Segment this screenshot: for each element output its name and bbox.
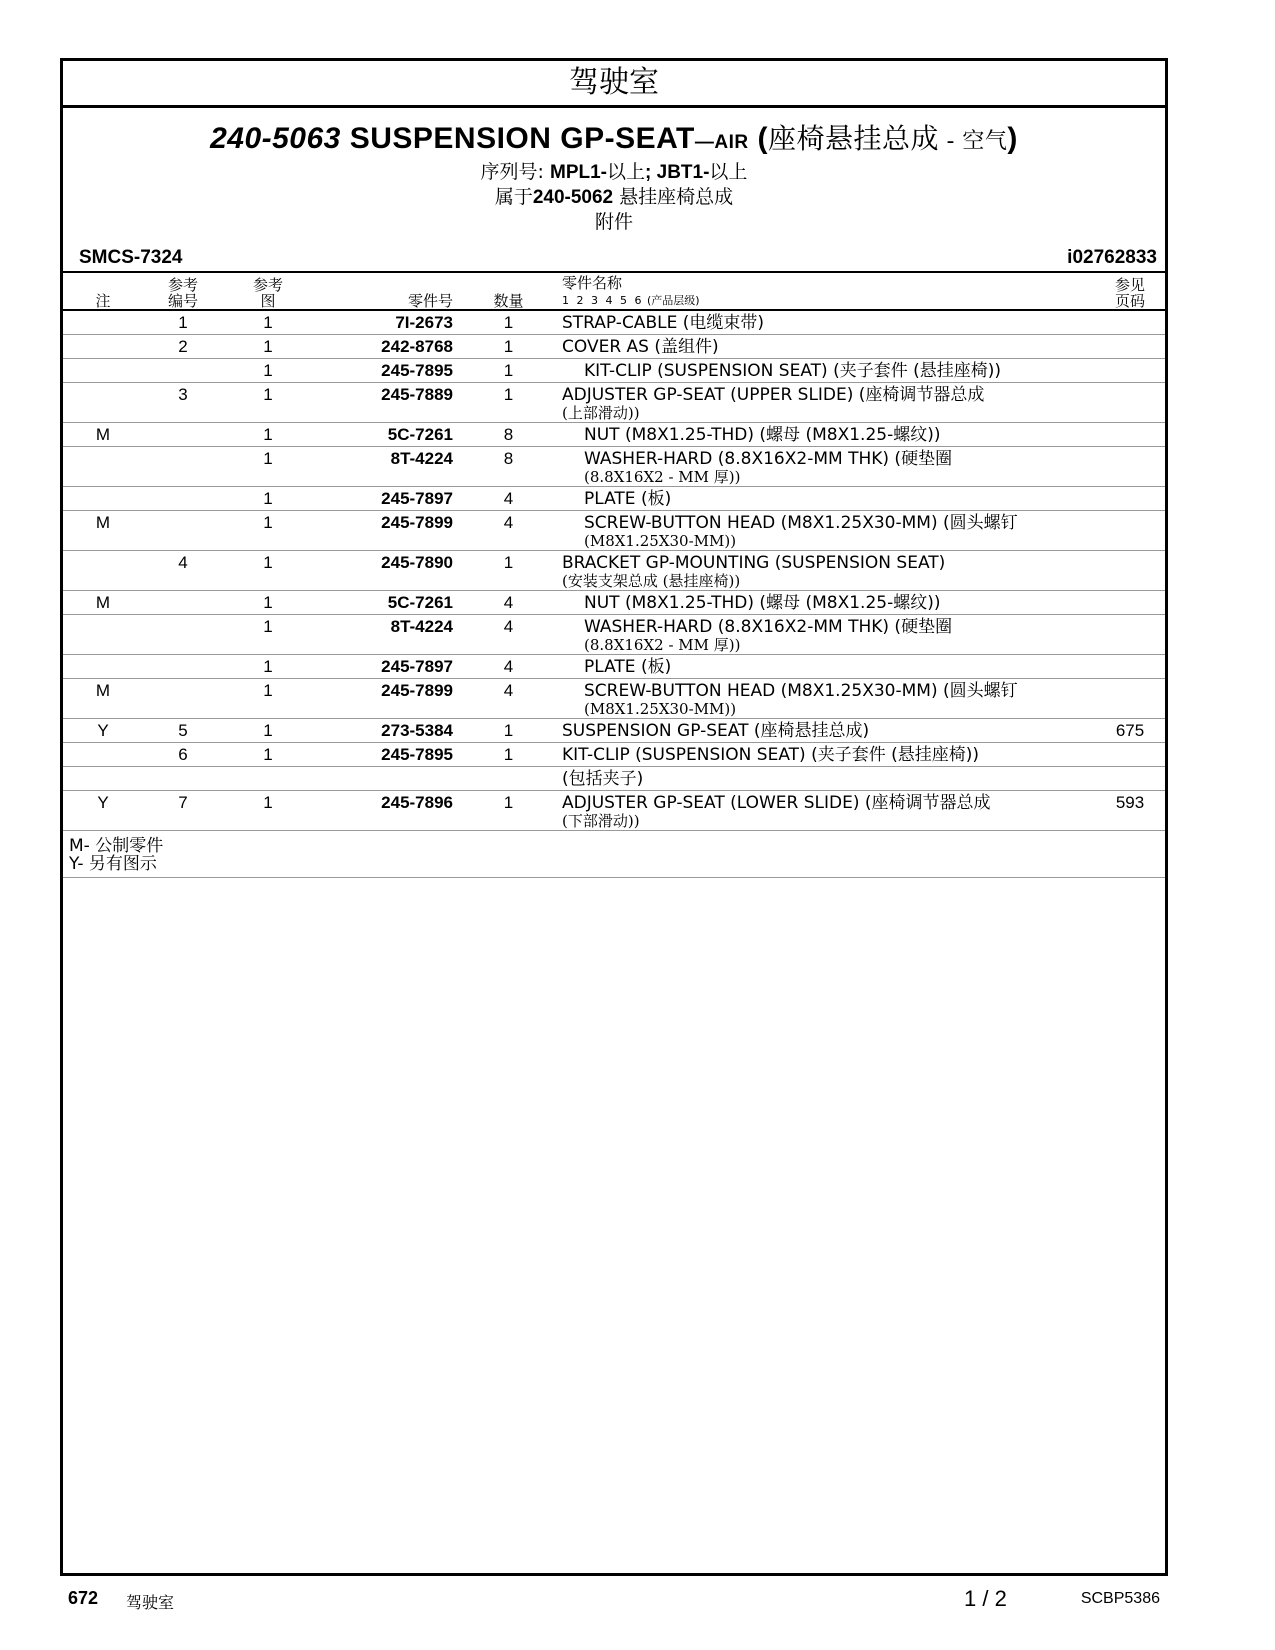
- cell-see-page: [1095, 551, 1165, 591]
- cell-part-name: [556, 487, 1095, 511]
- assembly-title: [63, 122, 1165, 160]
- cell-part-number: 245-7897: [313, 655, 461, 679]
- table-row: [63, 447, 1165, 487]
- cell-see-page: [1095, 383, 1165, 423]
- part-name: BRACKET GP-MOUNTING (SUSPENSION SEAT): [562, 553, 946, 573]
- cell-part-number: 245-7889: [313, 383, 461, 423]
- cell-ref-no: 7: [143, 791, 223, 831]
- part-name-continuation: (安装支架总成 (悬挂座椅)): [562, 572, 741, 590]
- part-name: WASHER-HARD (8.8X16X2-MM THK) (硬垫圈: [584, 617, 953, 637]
- cell-note: [63, 359, 143, 383]
- cell-fig: 1: [223, 310, 313, 335]
- part-name: STRAP-CABLE (电缆束带): [562, 313, 764, 333]
- parts-table-body: [63, 310, 1165, 831]
- cell-note: Y: [63, 719, 143, 743]
- smcs-code: SMCS-7324: [79, 247, 183, 268]
- table-row: [63, 719, 1165, 743]
- cell-part-number: 245-7895: [313, 359, 461, 383]
- cell-fig: 1: [223, 791, 313, 831]
- footer-section: 驾驶室: [126, 1593, 175, 1612]
- cell-fig: 1: [223, 335, 313, 359]
- table-row: [63, 791, 1165, 831]
- cell-part-number: 245-7899: [313, 511, 461, 551]
- cell-note: [63, 310, 143, 335]
- belongs-name: 悬挂座椅总成: [613, 186, 734, 208]
- col-fig: 参考 图: [223, 272, 313, 310]
- serial-a: MPL1-: [550, 162, 607, 183]
- cell-note: [63, 335, 143, 359]
- cell-part-number: 245-7896: [313, 791, 461, 831]
- footer-page-number: 672: [68, 1588, 99, 1608]
- cell-qty: 4: [461, 511, 556, 551]
- cell-ref-no: [143, 487, 223, 511]
- table-row: [63, 767, 1165, 791]
- part-name-continuation: (8.8X16X2 - MM 厚)): [584, 468, 741, 486]
- cell-part-number: 5C-7261: [313, 423, 461, 447]
- cell-part-number: 245-7895: [313, 743, 461, 767]
- parts-table: [63, 271, 1165, 831]
- cell-note: M: [63, 423, 143, 447]
- cell-see-page: [1095, 447, 1165, 487]
- cell-qty: 4: [461, 591, 556, 615]
- cell-part-name: [556, 383, 1095, 423]
- cell-see-page: [1095, 767, 1165, 791]
- belongs-part-number: 240-5062: [532, 187, 614, 208]
- cell-fig: 1: [223, 487, 313, 511]
- cell-part-name: [556, 335, 1095, 359]
- part-name: COVER AS (盖组件): [562, 337, 719, 357]
- cell-note: M: [63, 591, 143, 615]
- belongs-line: [63, 185, 1165, 210]
- cell-ref-no: 3: [143, 383, 223, 423]
- cell-fig: 1: [223, 383, 313, 423]
- cell-part-number: 5C-7261: [313, 591, 461, 615]
- table-row: [63, 591, 1165, 615]
- cell-part-name: [556, 719, 1095, 743]
- serial-b-cn: 以上: [709, 161, 748, 183]
- cell-see-page: [1095, 615, 1165, 655]
- cell-note: [63, 447, 143, 487]
- assembly-cn-close: ): [1007, 122, 1018, 155]
- cell-part-name: [556, 447, 1095, 487]
- cell-fig: 1: [223, 655, 313, 679]
- table-row: [63, 511, 1165, 551]
- cell-see-page: [1095, 679, 1165, 719]
- table-row: [63, 487, 1165, 511]
- cell-ref-no: [143, 447, 223, 487]
- part-name-continuation: (上部滑动)): [562, 404, 640, 422]
- cell-fig: 1: [223, 719, 313, 743]
- legend-illustrated: Y- 另有图示: [69, 854, 157, 874]
- col-note: 注: [63, 272, 143, 310]
- table-row: [63, 743, 1165, 767]
- assembly-cn-name: 座椅悬挂总成: [767, 122, 939, 155]
- cell-part-number: 245-7897: [313, 487, 461, 511]
- part-name: SUSPENSION GP-SEAT (座椅悬挂总成): [562, 721, 870, 741]
- cell-note: [63, 767, 143, 791]
- cell-note: [63, 615, 143, 655]
- table-row: [63, 383, 1165, 423]
- part-name: KIT-CLIP (SUSPENSION SEAT) (夹子套件 (悬挂座椅)): [584, 361, 1001, 381]
- serial-line: [63, 160, 1165, 185]
- parts-table-header: [63, 272, 1165, 310]
- cell-see-page: 675: [1095, 719, 1165, 743]
- table-row: [63, 423, 1165, 447]
- cell-note: [63, 655, 143, 679]
- cell-qty: 4: [461, 679, 556, 719]
- cell-qty: 4: [461, 487, 556, 511]
- cell-part-name: [556, 791, 1095, 831]
- cell-ref-no: [143, 423, 223, 447]
- page-frame: [60, 58, 1168, 1576]
- illustration-id: i02762833: [1067, 247, 1157, 268]
- cell-see-page: [1095, 591, 1165, 615]
- cell-qty: 1: [461, 791, 556, 831]
- cell-part-number: 242-8768: [313, 335, 461, 359]
- table-row: [63, 679, 1165, 719]
- part-name: SCREW-BUTTON HEAD (M8X1.25X30-MM) (圆头螺钉: [584, 513, 1018, 533]
- cell-see-page: [1095, 310, 1165, 335]
- table-row: [63, 310, 1165, 335]
- col-part-number: 零件号: [313, 272, 461, 310]
- cell-note: [63, 487, 143, 511]
- cell-part-name: [556, 767, 1095, 791]
- cell-part-number: 8T-4224: [313, 615, 461, 655]
- cell-part-number: [313, 767, 461, 791]
- part-name: ADJUSTER GP-SEAT (LOWER SLIDE) (座椅调节器总成: [562, 793, 991, 813]
- footer-page-fraction: 1 / 2: [964, 1586, 1007, 1611]
- cell-ref-no: 6: [143, 743, 223, 767]
- cell-part-name: [556, 310, 1095, 335]
- col-ref-no: 参考 编号: [143, 272, 223, 310]
- assembly-cn-sep: -: [938, 129, 963, 154]
- part-name-continuation: (8.8X16X2 - MM 厚)): [584, 636, 741, 654]
- cell-ref-no: [143, 359, 223, 383]
- cell-part-number: 8T-4224: [313, 447, 461, 487]
- cell-ref-no: 4: [143, 551, 223, 591]
- cell-part-name: [556, 423, 1095, 447]
- attachment-label: 附件: [594, 211, 633, 233]
- cell-qty: 1: [461, 310, 556, 335]
- document-heading: [63, 108, 1165, 235]
- cell-fig: 1: [223, 551, 313, 591]
- cell-ref-no: 1: [143, 310, 223, 335]
- cell-note: [63, 383, 143, 423]
- cell-fig: 1: [223, 743, 313, 767]
- part-name: PLATE (板): [584, 657, 672, 677]
- cell-part-name: [556, 359, 1095, 383]
- part-name: WASHER-HARD (8.8X16X2-MM THK) (硬垫圈: [584, 449, 953, 469]
- serial-label: 序列号:: [480, 161, 550, 183]
- cell-see-page: [1095, 487, 1165, 511]
- part-name-continuation: (下部滑动)): [562, 812, 640, 830]
- cell-see-page: [1095, 335, 1165, 359]
- part-name: NUT (M8X1.25-THD) (螺母 (M8X1.25-螺纹)): [584, 593, 941, 613]
- cell-ref-no: 2: [143, 335, 223, 359]
- serial-sep: ;: [645, 162, 657, 183]
- table-row: [63, 335, 1165, 359]
- part-name-continuation: (M8X1.25X30-MM)): [584, 532, 737, 550]
- cell-qty: 8: [461, 423, 556, 447]
- cell-ref-no: [143, 655, 223, 679]
- legend-notes: [63, 831, 1165, 878]
- cell-fig: 1: [223, 359, 313, 383]
- product-levels: 1 2 3 4 5 6 (产品层级): [562, 294, 700, 307]
- cell-fig: 1: [223, 615, 313, 655]
- cell-qty: 4: [461, 655, 556, 679]
- cell-see-page: [1095, 359, 1165, 383]
- part-name: (包括夹子): [562, 769, 644, 789]
- serial-b: JBT1-: [656, 162, 710, 183]
- table-row: [63, 655, 1165, 679]
- cell-ref-no: [143, 511, 223, 551]
- assembly-part-number: 240-5063: [210, 122, 341, 155]
- cell-fig: [223, 767, 313, 791]
- table-row: [63, 615, 1165, 655]
- cell-qty: 4: [461, 615, 556, 655]
- cell-qty: 1: [461, 743, 556, 767]
- cell-part-number: 245-7899: [313, 679, 461, 719]
- cell-part-name: [556, 679, 1095, 719]
- cell-qty: 1: [461, 719, 556, 743]
- cell-part-name: [556, 551, 1095, 591]
- part-name: SCREW-BUTTON HEAD (M8X1.25X30-MM) (圆头螺钉: [584, 681, 1018, 701]
- serial-a-cn: 以上: [607, 161, 646, 183]
- cell-qty: 8: [461, 447, 556, 487]
- cell-ref-no: [143, 615, 223, 655]
- page-footer: [60, 1584, 1168, 1614]
- cell-part-name: [556, 743, 1095, 767]
- cell-note: M: [63, 511, 143, 551]
- cell-ref-no: [143, 591, 223, 615]
- part-name: KIT-CLIP (SUSPENSION SEAT) (夹子套件 (悬挂座椅)): [562, 745, 979, 765]
- cell-part-number: 273-5384: [313, 719, 461, 743]
- footer-doc-id: SCBP5386: [1080, 1590, 1160, 1607]
- cell-note: Y: [63, 791, 143, 831]
- part-name: PLATE (板): [584, 489, 672, 509]
- cell-fig: 1: [223, 447, 313, 487]
- cell-fig: 1: [223, 591, 313, 615]
- assembly-cn-open: (: [748, 122, 768, 155]
- cell-ref-no: [143, 767, 223, 791]
- cell-note: [63, 551, 143, 591]
- cell-qty: 1: [461, 551, 556, 591]
- cell-part-name: [556, 511, 1095, 551]
- cell-note: [63, 743, 143, 767]
- part-name: ADJUSTER GP-SEAT (UPPER SLIDE) (座椅调节器总成: [562, 385, 985, 405]
- part-name-continuation: (M8X1.25X30-MM)): [584, 700, 737, 718]
- cell-ref-no: [143, 679, 223, 719]
- cell-part-name: [556, 591, 1095, 615]
- cell-part-number: 245-7890: [313, 551, 461, 591]
- assembly-name: SUSPENSION GP-SEAT: [349, 122, 695, 155]
- cell-part-number: 7I-2673: [313, 310, 461, 335]
- cell-see-page: [1095, 423, 1165, 447]
- cell-qty: 1: [461, 359, 556, 383]
- cell-qty: 1: [461, 383, 556, 423]
- cell-ref-no: 5: [143, 719, 223, 743]
- legend-metric: M- 公制零件: [69, 836, 164, 856]
- cell-note: M: [63, 679, 143, 719]
- table-row: [63, 359, 1165, 383]
- cell-see-page: [1095, 511, 1165, 551]
- assembly-cn-sub: 空气: [962, 129, 1008, 154]
- part-name: NUT (M8X1.25-THD) (螺母 (M8X1.25-螺纹)): [584, 425, 941, 445]
- col-qty: 数量: [461, 272, 556, 310]
- cell-part-name: [556, 655, 1095, 679]
- cell-qty: 1: [461, 335, 556, 359]
- reference-line: [63, 241, 1165, 271]
- section-title: 驾驶室: [63, 61, 1165, 108]
- table-row: [63, 551, 1165, 591]
- cell-see-page: 593: [1095, 791, 1165, 831]
- cell-see-page: [1095, 743, 1165, 767]
- cell-see-page: [1095, 655, 1165, 679]
- col-see-page: 参见 页码: [1095, 272, 1165, 310]
- cell-qty: [461, 767, 556, 791]
- cell-part-name: [556, 615, 1095, 655]
- belongs-prefix: 属于: [494, 186, 533, 208]
- col-part-name: 零件名称 1 2 3 4 5 6 (产品层级): [556, 272, 1095, 310]
- cell-fig: 1: [223, 423, 313, 447]
- cell-fig: 1: [223, 511, 313, 551]
- cell-fig: 1: [223, 679, 313, 719]
- assembly-suffix: —AIR: [694, 132, 749, 153]
